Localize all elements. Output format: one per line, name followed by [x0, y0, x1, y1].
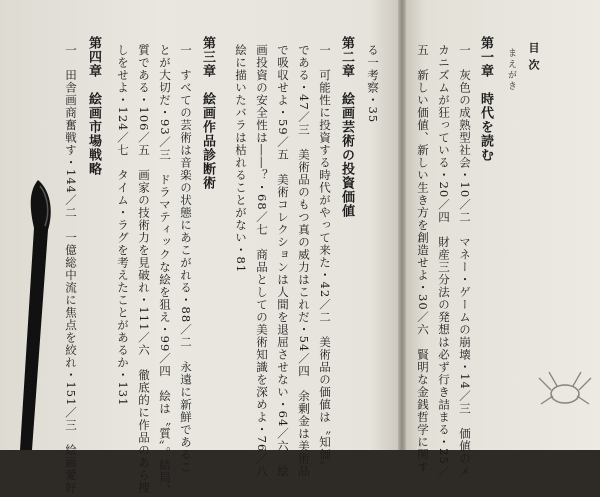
chapter-2-line-1: 一 可能性に投資する時代がやって来た・42／二 美術品の価値は〝知価〟: [318, 44, 332, 474]
chapter-1-line-4: る一考察・35: [366, 44, 380, 124]
chapter-3-line-3: 質である・106／五 画家の技術力を見破れ・111／六 徹底的に作品のあら捜: [137, 44, 151, 494]
chapter-3-title: 第三章 絵画作品診断術: [200, 36, 215, 190]
crab-illustration-icon: [535, 360, 595, 420]
chapter-3-line-4: しをせよ・124／七 タイム・ラグを考えたことがあるか・131: [116, 44, 130, 407]
chapter-3-line-2: とが大切だ・93／三 ドラマティックな絵を狙え・99／四 絵は〝質〟。結局、: [158, 44, 172, 497]
chapter-2-title: 第二章 絵画芸術の投資価値: [339, 36, 354, 218]
chapter-4-title: 第四章 絵画市場戦略: [86, 36, 101, 176]
chapter-3-line-1: 一 すべての芸術は音楽の状態にあこがれる・88／二 永遠に新鮮であるこ: [179, 44, 193, 474]
chapter-1-line-2: カニズムが狂っている・20／四 財産三分法の発想は必ず行き詰まる・25／: [437, 44, 451, 478]
chapter-2-line-4: 画投資の安全性は――？・68／七 商品としての美術知識を深めよ・76／八: [255, 44, 269, 478]
chapter-2-line-2: である・47／三 美術品のもつ真の威力はこれだ・54／四 余剰金は美術品: [297, 44, 311, 478]
chapter-1-line-3: 五 新しい価値、新しい生き方を創造せよ・30／六 賢明な金銭哲学に関す: [416, 44, 430, 474]
chapter-2-line-5: 絵に描いたバラは枯れることがない・81: [234, 44, 248, 274]
chapter-2-line-3: で吸収せよ・59／五 美術コレクションは人間を退屈させない・64／六 絵: [276, 44, 290, 478]
chapter-1-line-1: 一 灰色の成熟型社会・10／二 マネー・ゲームの崩壊・14／三 価値のメ: [458, 44, 472, 478]
chapter-1-title: 第一章 時代を読む: [478, 36, 493, 162]
preface-entry: まえがき: [506, 48, 516, 92]
toc-heading: 目次: [527, 42, 540, 76]
book-gutter: [398, 0, 406, 450]
bookmark-ribbon: [20, 180, 60, 450]
chapter-4-line-1: 一 田舎画商奮戦す・144／二 一億総中流に焦点を絞れ・151／三 絵画愛好: [64, 44, 78, 494]
